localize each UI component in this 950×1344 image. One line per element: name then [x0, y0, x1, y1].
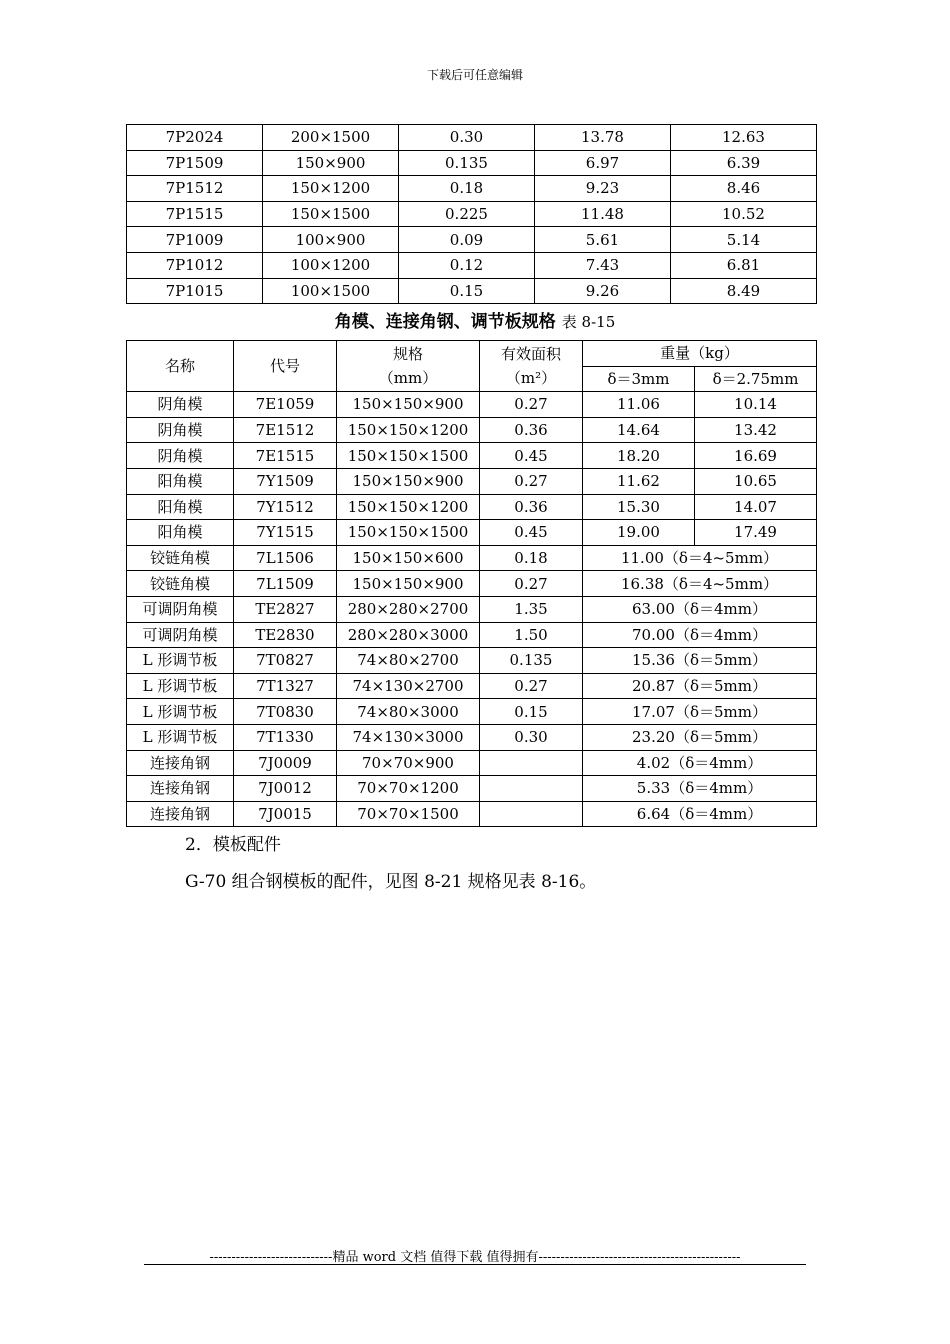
col-header-spec-unit: （mm） — [378, 369, 438, 388]
cell-w3: 11.62 — [583, 468, 695, 494]
cell-code: 7L1509 — [234, 571, 337, 597]
cell-name: 阳角模 — [127, 520, 234, 546]
table-row — [127, 622, 817, 648]
cell-code: 7P1015 — [127, 278, 263, 304]
col-header-weight-275mm: δ＝2.75mm — [695, 366, 817, 392]
cell-weight: 5.33（δ＝4mm） — [583, 776, 817, 802]
cell-code: 7L1506 — [234, 545, 337, 571]
cell-area: 0.225 — [399, 201, 535, 227]
cell-w275: 10.65 — [695, 468, 817, 494]
cell-name: 连接角钢 — [127, 776, 234, 802]
cell-spec: 280×280×3000 — [337, 622, 480, 648]
table-row — [127, 673, 817, 699]
cell-spec: 150×150×1500 — [337, 443, 480, 469]
col-header-area — [480, 341, 583, 392]
cell-size: 200×1500 — [263, 125, 399, 151]
cell-code: 7Y1515 — [234, 520, 337, 546]
cell-weight: 4.02（δ＝4mm） — [583, 750, 817, 776]
cell-area: 0.30 — [480, 724, 583, 750]
cell-w275: 17.49 — [695, 520, 817, 546]
cell-code: 7E1059 — [234, 392, 337, 418]
cell-area — [480, 801, 583, 827]
cell-w275: 14.07 — [695, 494, 817, 520]
cell-name: 阴角模 — [127, 443, 234, 469]
cell-weight-a: 11.48 — [535, 201, 671, 227]
cell-code: 7J0009 — [234, 750, 337, 776]
col-header-spec-label: 规格 — [392, 345, 423, 364]
cell-code: 7J0015 — [234, 801, 337, 827]
cell-spec: 150×150×900 — [337, 392, 480, 418]
cell-spec: 150×150×1200 — [337, 494, 480, 520]
cell-area — [480, 776, 583, 802]
table-row — [127, 443, 817, 469]
cell-area — [480, 750, 583, 776]
cell-weight-a: 13.78 — [535, 125, 671, 151]
cell-size: 100×900 — [263, 227, 399, 253]
cell-area: 1.35 — [480, 596, 583, 622]
cell-size: 150×1200 — [263, 176, 399, 202]
cell-weight: 11.00（δ＝4~5mm） — [583, 545, 817, 571]
cell-area: 0.27 — [480, 673, 583, 699]
cell-spec: 70×70×1200 — [337, 776, 480, 802]
footer-rule — [144, 1264, 806, 1265]
cell-area: 0.27 — [480, 468, 583, 494]
col-header-weight: 重量（kg） — [583, 341, 817, 367]
cell-code: 7T0830 — [234, 699, 337, 725]
cell-weight: 20.87（δ＝5mm） — [583, 673, 817, 699]
cell-name: L 形调节板 — [127, 673, 234, 699]
cell-name: 可调阴角模 — [127, 596, 234, 622]
cell-code: 7P1509 — [127, 150, 263, 176]
cell-w275: 16.69 — [695, 443, 817, 469]
table-row — [127, 801, 817, 827]
cell-size: 150×1500 — [263, 201, 399, 227]
cell-area: 0.18 — [399, 176, 535, 202]
table-row — [127, 201, 817, 227]
col-header-area-unit: （m²） — [505, 369, 557, 388]
cell-spec: 150×150×1500 — [337, 520, 480, 546]
cell-area: 0.36 — [480, 494, 583, 520]
cell-code: 7E1515 — [234, 443, 337, 469]
cell-weight: 6.64（δ＝4mm） — [583, 801, 817, 827]
cell-weight-b: 10.52 — [671, 201, 817, 227]
cell-weight-b: 5.14 — [671, 227, 817, 253]
cell-area: 0.27 — [480, 392, 583, 418]
table-row — [127, 278, 817, 304]
cell-size: 100×1500 — [263, 278, 399, 304]
cell-w3: 14.64 — [583, 417, 695, 443]
cell-weight-b: 6.39 — [671, 150, 817, 176]
cell-name: L 形调节板 — [127, 724, 234, 750]
cell-weight-a: 9.26 — [535, 278, 671, 304]
cell-code: 7E1512 — [234, 417, 337, 443]
cell-name: 铰链角模 — [127, 545, 234, 571]
cell-code: 7T0827 — [234, 648, 337, 674]
cell-w3: 18.20 — [583, 443, 695, 469]
cell-spec: 74×80×2700 — [337, 648, 480, 674]
cell-weight-b: 8.46 — [671, 176, 817, 202]
table-row — [127, 392, 817, 418]
cell-spec: 150×150×900 — [337, 468, 480, 494]
cell-code: TE2827 — [234, 596, 337, 622]
table-caption-number: 表 8-15 — [561, 313, 616, 331]
cell-weight-b: 12.63 — [671, 125, 817, 151]
col-header-area-label: 有效面积 — [500, 345, 561, 364]
cell-weight-b: 8.49 — [671, 278, 817, 304]
cell-weight: 17.07（δ＝5mm） — [583, 699, 817, 725]
cell-weight-a: 7.43 — [535, 252, 671, 278]
table-row — [127, 252, 817, 278]
cell-area: 0.27 — [480, 571, 583, 597]
page-footer: ----------------------------精品 word 文档 值得下载 值得拥有---------------------------------------------- — [209, 1250, 741, 1265]
cell-w275: 13.42 — [695, 417, 817, 443]
table-row — [127, 724, 817, 750]
cell-area: 0.45 — [480, 520, 583, 546]
cell-area: 0.12 — [399, 252, 535, 278]
cell-name: 阳角模 — [127, 468, 234, 494]
cell-weight-a: 6.97 — [535, 150, 671, 176]
table-caption — [0, 307, 950, 332]
cell-area: 0.15 — [480, 699, 583, 725]
cell-name: 阴角模 — [127, 417, 234, 443]
table-row — [127, 176, 817, 202]
table-row — [127, 648, 817, 674]
table-row — [127, 545, 817, 571]
cell-weight: 63.00（δ＝4mm） — [583, 596, 817, 622]
section-paragraph: G-70 组合钢模板的配件，见图 8-21 规格见表 8-16。 — [185, 872, 597, 892]
cell-w3: 11.06 — [583, 392, 695, 418]
cell-spec: 150×150×1200 — [337, 417, 480, 443]
corner-mold-spec-table — [126, 340, 817, 827]
cell-area: 0.30 — [399, 125, 535, 151]
cell-size: 150×900 — [263, 150, 399, 176]
col-header-code: 代号 — [234, 341, 337, 392]
table-row — [127, 571, 817, 597]
cell-area: 0.15 — [399, 278, 535, 304]
cell-name: L 形调节板 — [127, 699, 234, 725]
cell-name: 可调阴角模 — [127, 622, 234, 648]
col-header-name: 名称 — [127, 341, 234, 392]
cell-code: 7Y1512 — [234, 494, 337, 520]
cell-name: L 形调节板 — [127, 648, 234, 674]
table-caption-title: 角模、连接角钢、调节板规格 — [334, 312, 556, 332]
cell-spec: 150×150×900 — [337, 571, 480, 597]
table-row — [127, 150, 817, 176]
cell-spec: 74×80×3000 — [337, 699, 480, 725]
cell-w3: 15.30 — [583, 494, 695, 520]
table-row — [127, 776, 817, 802]
table-row — [127, 699, 817, 725]
cell-weight-a: 9.23 — [535, 176, 671, 202]
cell-code: 7J0012 — [234, 776, 337, 802]
cell-name: 铰链角模 — [127, 571, 234, 597]
cell-weight-a: 5.61 — [535, 227, 671, 253]
cell-code: 7P1515 — [127, 201, 263, 227]
table-row — [127, 468, 817, 494]
cell-spec: 280×280×2700 — [337, 596, 480, 622]
cell-name: 阳角模 — [127, 494, 234, 520]
table-row — [127, 125, 817, 151]
table-row — [127, 750, 817, 776]
cell-name: 连接角钢 — [127, 750, 234, 776]
cell-code: 7P2024 — [127, 125, 263, 151]
col-header-weight-3mm: δ＝3mm — [583, 366, 695, 392]
cell-area: 0.135 — [399, 150, 535, 176]
cell-code: 7P1009 — [127, 227, 263, 253]
section-heading: 2．模板配件 — [185, 835, 281, 855]
cell-spec: 70×70×1500 — [337, 801, 480, 827]
cell-area: 0.135 — [480, 648, 583, 674]
page-header: 下载后可任意编辑 — [426, 68, 523, 82]
table-row — [127, 494, 817, 520]
cell-spec: 74×130×2700 — [337, 673, 480, 699]
cell-w275: 10.14 — [695, 392, 817, 418]
cell-area: 0.36 — [480, 417, 583, 443]
cell-area: 0.09 — [399, 227, 535, 253]
cell-w3: 19.00 — [583, 520, 695, 546]
col-header-spec — [337, 341, 480, 392]
cell-area: 0.18 — [480, 545, 583, 571]
cell-name: 连接角钢 — [127, 801, 234, 827]
table-row — [127, 417, 817, 443]
table-row — [127, 520, 817, 546]
cell-area: 1.50 — [480, 622, 583, 648]
cell-spec: 150×150×600 — [337, 545, 480, 571]
cell-code: 7P1512 — [127, 176, 263, 202]
cell-weight: 16.38（δ＝4~5mm） — [583, 571, 817, 597]
cell-code: TE2830 — [234, 622, 337, 648]
cell-code: 7T1327 — [234, 673, 337, 699]
cell-weight: 15.36（δ＝5mm） — [583, 648, 817, 674]
cell-name: 阴角模 — [127, 392, 234, 418]
cell-weight: 23.20（δ＝5mm） — [583, 724, 817, 750]
cell-spec: 74×130×3000 — [337, 724, 480, 750]
table-row — [127, 227, 817, 253]
cell-weight-b: 6.81 — [671, 252, 817, 278]
cell-code: 7P1012 — [127, 252, 263, 278]
cell-area: 0.45 — [480, 443, 583, 469]
cell-code: 7Y1509 — [234, 468, 337, 494]
cell-weight: 70.00（δ＝4mm） — [583, 622, 817, 648]
cell-size: 100×1200 — [263, 252, 399, 278]
cell-spec: 70×70×900 — [337, 750, 480, 776]
cell-code: 7T1330 — [234, 724, 337, 750]
table-row — [127, 596, 817, 622]
steel-panel-spec-table — [126, 124, 817, 304]
